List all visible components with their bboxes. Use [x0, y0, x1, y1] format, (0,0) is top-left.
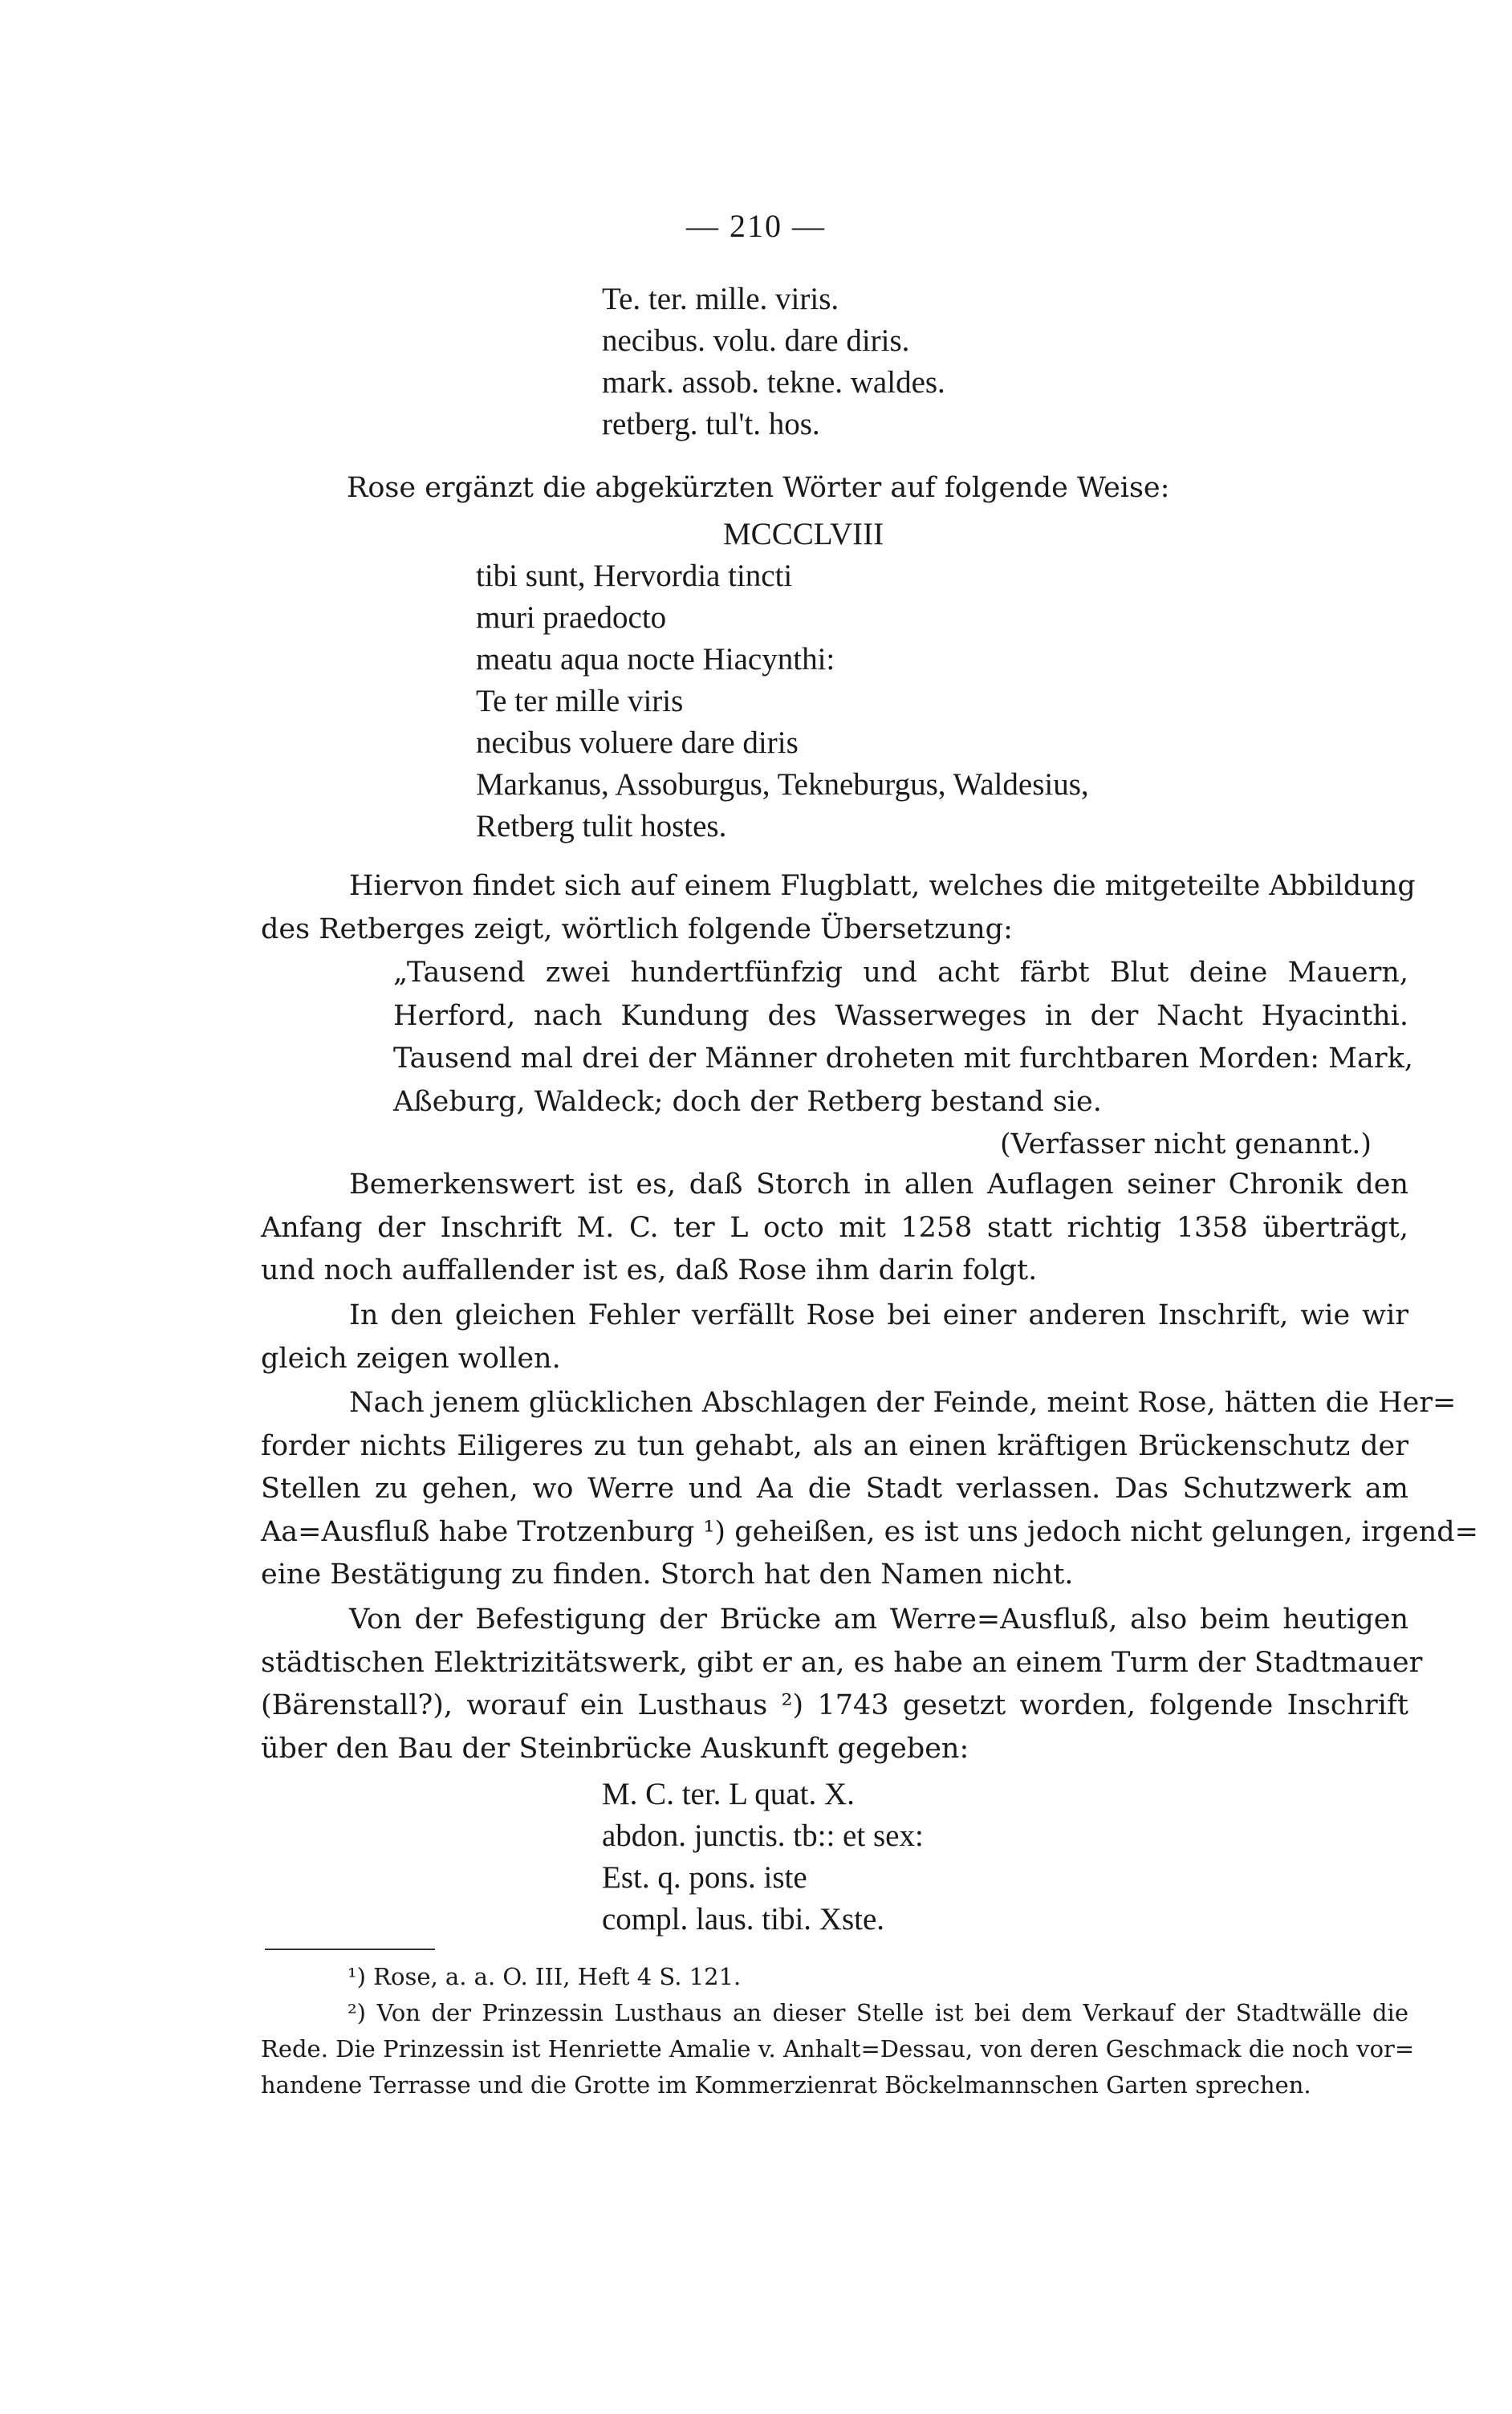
reconstruction-verse	[476, 514, 1089, 847]
quote-line: Tausend mal drei der Männer droheten mit furchtbaren Morden: Mark,	[393, 1042, 1413, 1075]
paragraph-nach-jenem	[261, 1382, 1478, 1597]
verse-line: compl. laus. tibi. Xste.	[602, 1902, 885, 1936]
text-line: eine Bestätigung zu finden. Storch hat den Namen nicht.	[261, 1559, 1074, 1591]
inscription-verse-2	[602, 1774, 924, 1941]
text-line: und noch auffallender ist es, daß Rose ihm darin folgt.	[261, 1254, 1038, 1286]
page-number: — 210 —	[686, 208, 826, 244]
verse-line: meatu aqua nocte Hiacynthi:	[476, 642, 835, 677]
text-line: Aa=Ausfluß habe Trotzenburg ¹) geheißen, es ist uns jedoch nicht gelungen, irgend=	[261, 1515, 1478, 1548]
footnote-2: ²) Von der Prinzessin Lusthaus an dieser Stelle ist bei dem Verkauf der Stadtwälle die	[348, 1999, 1408, 2026]
text-line: forder nichts Eiligeres zu tun gehabt, als an einen kräftigen Brückenschutz der	[261, 1429, 1408, 1462]
inscription-verse-1	[602, 278, 945, 445]
text-line: Von der Befestigung der Brücke am Werre=Ausfluß, also beim heutigen	[349, 1603, 1408, 1636]
verse-line: Est. q. pons. iste	[602, 1860, 807, 1895]
footnotes	[261, 1959, 1415, 2103]
verse-line: necibus. volu. dare diris.	[602, 323, 910, 358]
text-line: städtischen Elektrizitätswerk, gibt er an, es habe an einem Turm der Stadtmauer	[261, 1646, 1423, 1679]
quote-line: „Tausend zwei hundertfünfzig und acht färbt Blut deine Mauern,	[393, 957, 1408, 989]
text-line: des Retberges zeigt, wörtlich folgende Übersetzung:	[261, 912, 1013, 945]
text-line: gleich zeigen wollen.	[261, 1342, 561, 1375]
text-line: Anfang der Inschrift M. C. ter L octo mit 1258 statt richtig 1358 überträgt,	[261, 1211, 1408, 1244]
text-line: In den gleichen Fehler verfällt Rose bei einer anderen Inschrift, wie wir	[349, 1299, 1408, 1331]
verse-line: abdon. junctis. tb:: et sex:	[602, 1819, 924, 1853]
text-line: Bemerkenswert ist es, daß Storch in allen Auflagen seiner Chronik den	[349, 1168, 1408, 1201]
paragraph-hiervon	[261, 865, 1416, 951]
verse-line: M. C. ter. L quat. X.	[602, 1777, 855, 1811]
footnote-2-cont: handene Terrasse und die Grotte im Kommerzienrat Böckelmannschen Garten sprechen.	[261, 2071, 1311, 2099]
paragraph-bemerkenswert	[261, 1164, 1408, 1293]
verse-line: Markanus, Assoburgus, Tekneburgus, Waldesius,	[476, 767, 1089, 802]
footnote-2-cont: Rede. Die Prinzessin ist Henriette Amalie v. Anhalt=Dessau, von deren Geschmack die noch vor=	[261, 2035, 1415, 2062]
verse-line: retberg. tul't. hos.	[602, 407, 820, 441]
text-line: (Bärenstall?), worauf ein Lusthaus ²) 1743 gesetzt worden, folgende Inschrift	[261, 1689, 1408, 1721]
footnote-divider	[265, 1949, 435, 1950]
verse-line: muri praedocto	[476, 600, 667, 635]
quote-line: Herford, nach Kundung des Wasserweges in der Nacht Hyacinthi.	[393, 999, 1408, 1032]
paragraph-fehler	[261, 1294, 1408, 1380]
verse-line: necibus voluere dare diris	[476, 725, 799, 760]
verse-line: Te. ter. mille. viris.	[602, 282, 839, 316]
paragraph-von-der	[261, 1599, 1423, 1770]
quote-author: (Verfasser nicht genannt.)	[1000, 1128, 1372, 1160]
intro-sentence: Rose ergänzt die abgekürzten Wörter auf folgende Weise:	[347, 472, 1170, 504]
text-line: Nach jenem glücklichen Abschlagen der Feinde, meint Rose, hätten die Her=	[349, 1387, 1457, 1419]
footnote-1: ¹) Rose, a. a. O. III, Heft 4 S. 121.	[348, 1963, 742, 1990]
translation-quote	[393, 952, 1413, 1124]
text-line: über den Bau der Steinbrücke Auskunft gegeben:	[261, 1732, 969, 1765]
text-line: Stellen zu gehen, wo Werre und Aa die Stadt verlassen. Das Schutzwerk am	[261, 1473, 1408, 1505]
verse-line: mark. assob. tekne. waldes.	[602, 365, 945, 400]
text-line: Hiervon findet sich auf einem Flugblatt, welches die mitgeteilte Abbildung	[349, 870, 1416, 902]
verse-line: tibi sunt, Hervordia tincti	[476, 559, 793, 593]
verse-line: Retberg tulit hostes.	[476, 809, 727, 843]
verse-line-year: MCCCLVIII	[723, 517, 884, 551]
verse-line: Te ter mille viris	[476, 684, 684, 718]
quote-line: Aßeburg, Waldeck; doch der Retberg bestand sie.	[393, 1085, 1102, 1118]
